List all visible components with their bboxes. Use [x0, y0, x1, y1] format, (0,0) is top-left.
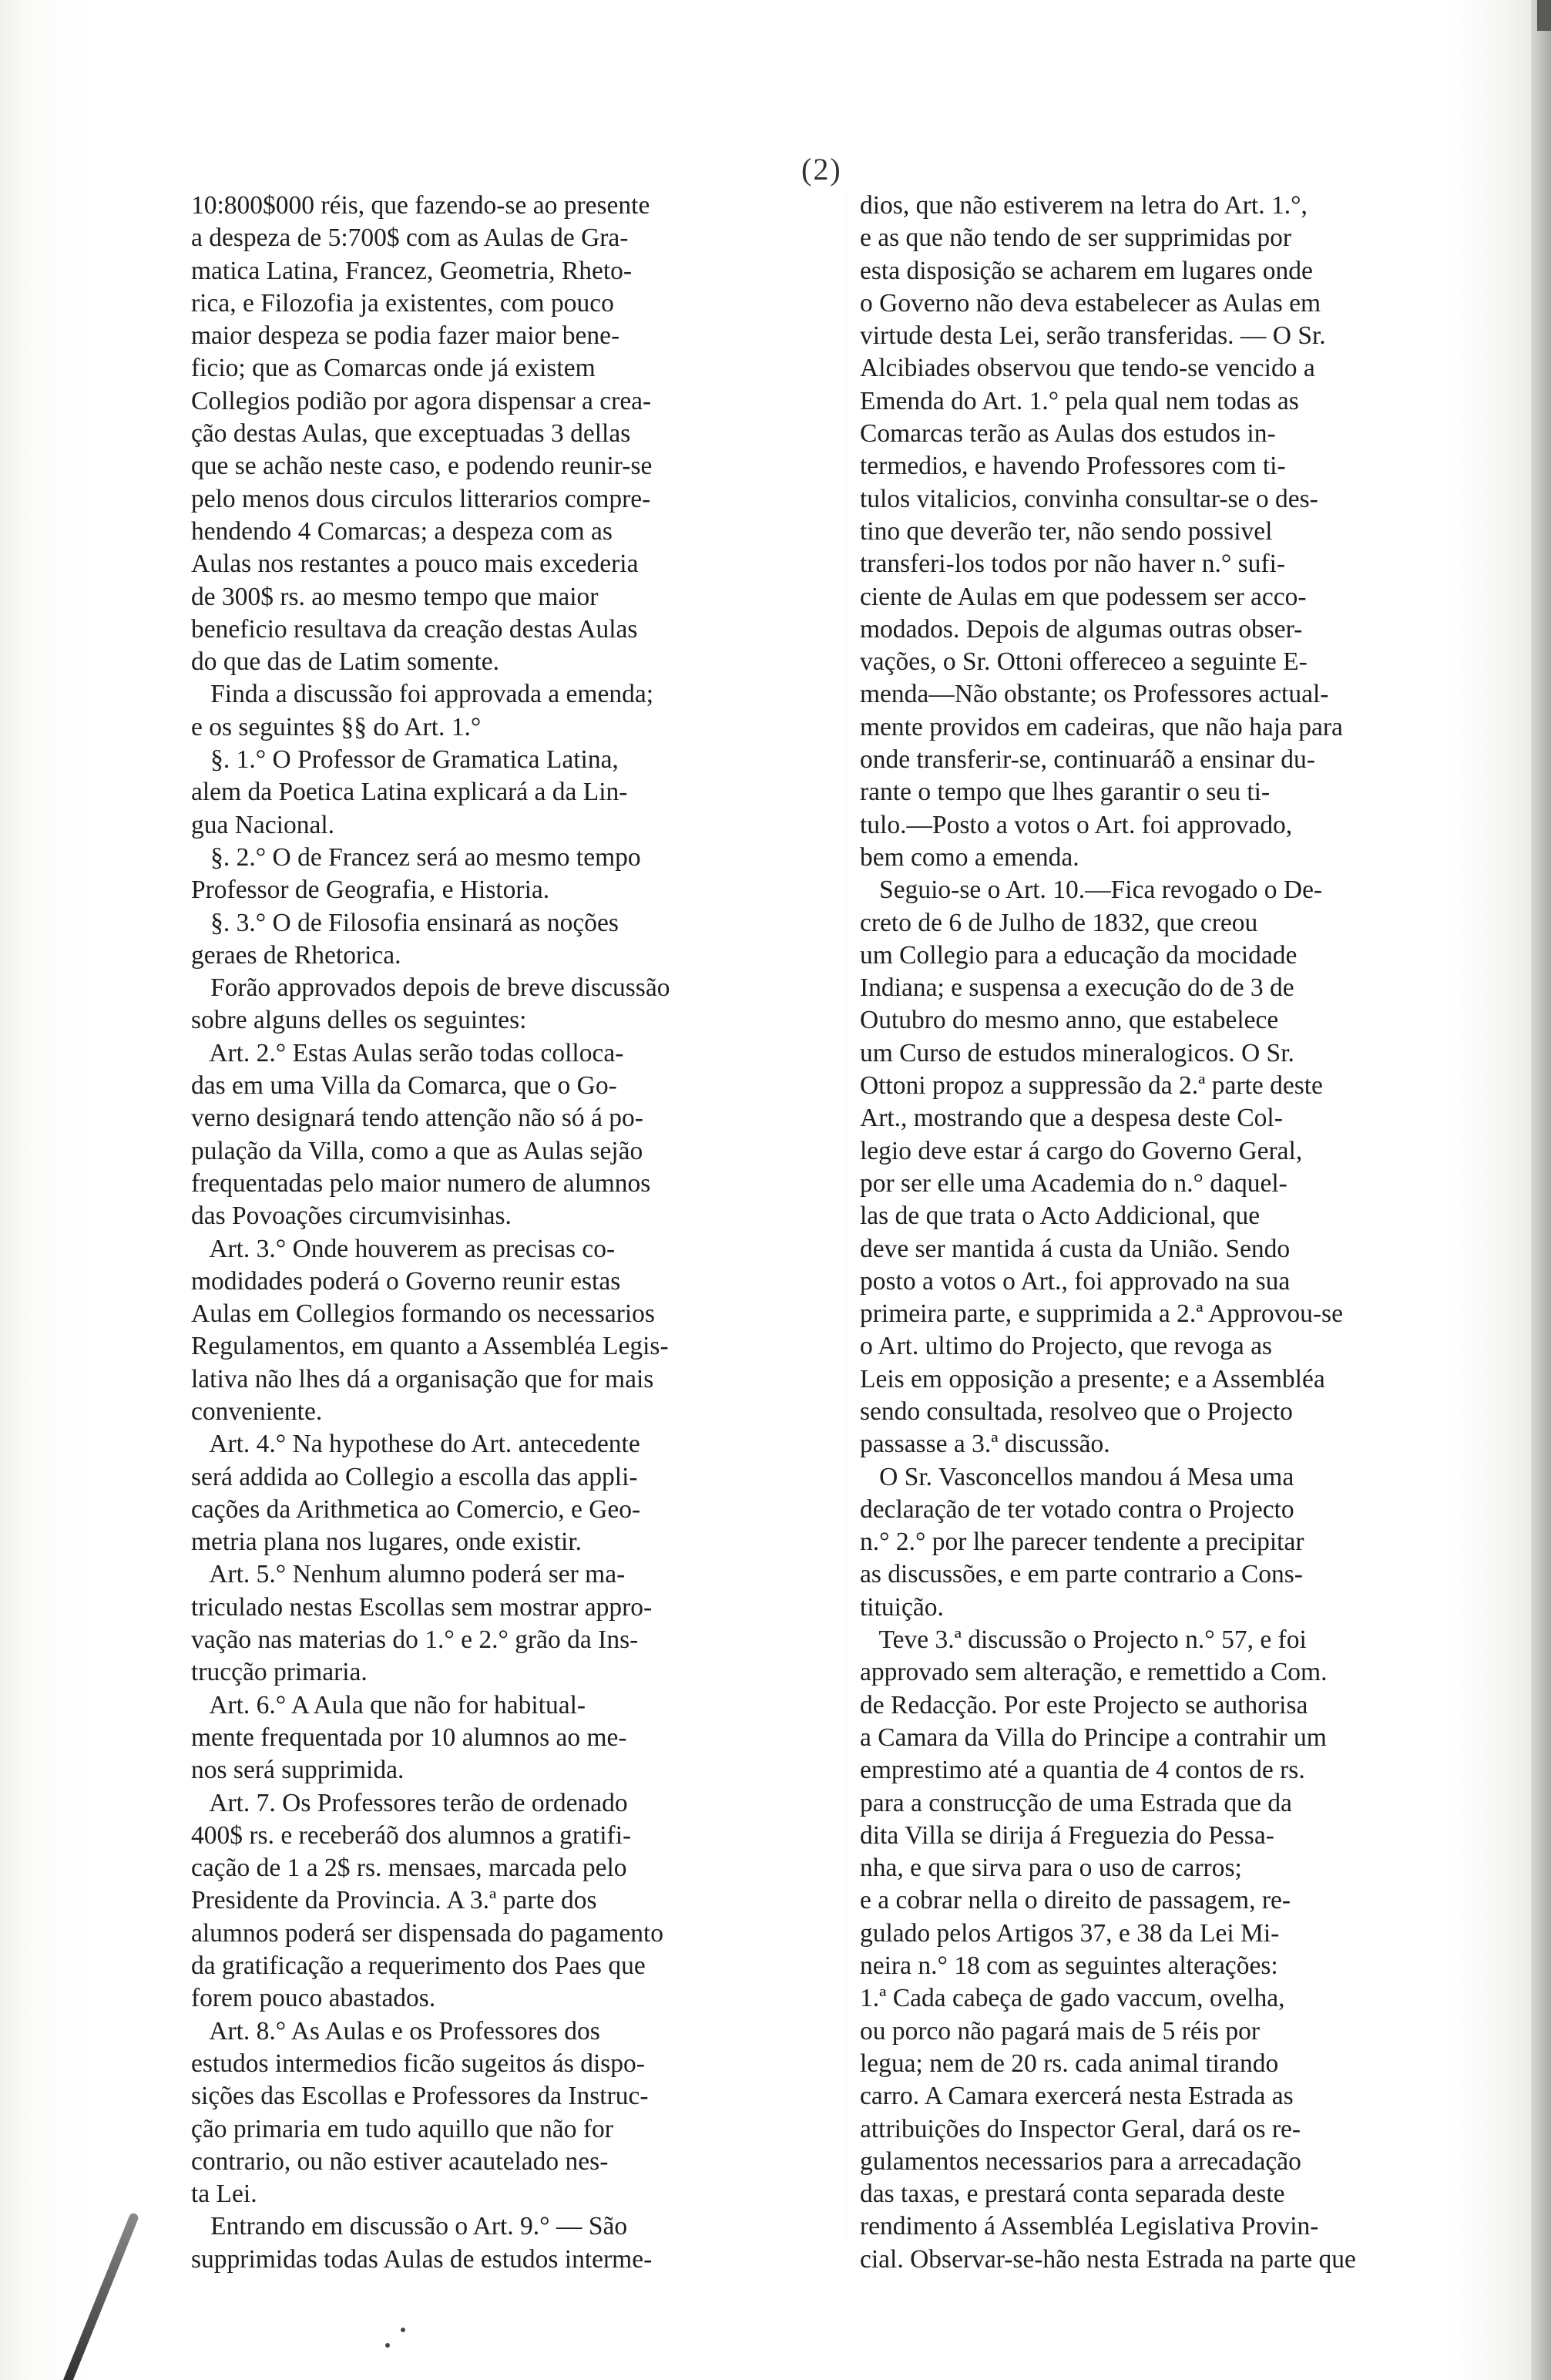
text-line: Aulas nos restantes a pouco mais excederia — [191, 550, 639, 579]
text-line: vações, o Sr. Ottoni offereceo a seguinte E- — [860, 647, 1308, 677]
text-line: supprimidas todas Aulas de estudos interme- — [191, 2244, 653, 2274]
text-line: §. 2.° O de Francez será ao mesmo tempo — [191, 842, 641, 872]
text-line: Indiana; e suspensa a execução do de 3 de — [860, 973, 1294, 1003]
text-line: bem como a emenda. — [860, 842, 1079, 872]
text-line: Art. 3.° Onde houverem as precisas co- — [191, 1234, 616, 1263]
text-line: Comarcas terão as Aulas dos estudos in- — [860, 419, 1276, 449]
text-line: Art. 2.° Estas Aulas serão todas colloca- — [191, 1038, 624, 1067]
text-line: termedios, e havendo Professores com ti- — [860, 452, 1286, 481]
text-line: Seguio-se o Art. 10.—Fica revogado o De- — [860, 876, 1323, 905]
text-line: ciente de Aulas em que podessem ser acco- — [860, 582, 1307, 611]
text-line: a Camara da Villa do Principe a contrahir um — [860, 1723, 1327, 1752]
text-line: ção primaria em tudo aquillo que não for — [191, 2114, 613, 2143]
text-line: Finda a discussão foi approvada a emenda; — [191, 680, 654, 709]
text-line: O Sr. Vasconcellos mandou á Mesa uma — [860, 1462, 1294, 1491]
page-edge — [1531, 0, 1551, 2380]
text-line: sobre alguns delles os seguintes: — [191, 1006, 527, 1035]
text-line: cial. Observar-se-hão nesta Estrada na parte que — [860, 2244, 1356, 2274]
text-line: passasse a 3.ª discussão. — [860, 1430, 1110, 1459]
text-line: cação de 1 a 2$ rs. mensaes, marcada pelo — [191, 1854, 627, 1883]
text-line: sições das Escollas e Professores da Instruc- — [191, 2082, 649, 2111]
text-line: gua Nacional. — [191, 810, 335, 839]
text-line: o Governo não deva estabelecer as Aulas em — [860, 288, 1321, 318]
text-line: do que das de Latim somente. — [191, 647, 500, 677]
text-line: deve ser mantida á custa da União. Sendo — [860, 1234, 1291, 1263]
text-line: Leis em opposição a presente; e a Assembléa — [860, 1364, 1325, 1393]
text-line: estudos intermedios ficão sugeitos ás dispo- — [191, 2049, 645, 2078]
text-line: Forão approvados depois de breve discussão — [191, 973, 670, 1003]
text-line: as discussões, e em parte contrario a Cons- — [860, 1560, 1303, 1589]
text-line: legio deve estar á cargo do Governo Geral, — [860, 1136, 1303, 1165]
text-line: approvado sem alteração, e remettido a Com. — [860, 1658, 1328, 1687]
text-line: nos será supprimida. — [191, 1756, 405, 1785]
text-line: dios, que não estiverem na letra do Art. 1.°, — [860, 191, 1308, 220]
text-line: declaração de ter votado contra o Projecto — [860, 1494, 1294, 1524]
text-line: alumnos poderá ser dispensada do pagamento — [191, 1918, 664, 1948]
ink-dot — [385, 2343, 390, 2348]
text-line: Entrando em discussão o Art. 9.° — São — [191, 2212, 628, 2241]
text-line: legua; nem de 20 rs. cada animal tirando — [860, 2049, 1279, 2078]
text-line: gulado pelos Artigos 37, e 38 da Lei Mi- — [860, 1918, 1280, 1948]
text-line: 400$ rs. e receberáõ dos alumnos a gratifi- — [191, 1820, 632, 1850]
text-line: da gratificação a requerimento dos Paes que — [191, 1951, 646, 1981]
text-line: será addida ao Collegio a escolla das appli- — [191, 1462, 638, 1491]
text-line: tino que deverão ter, não sendo possivel — [860, 516, 1273, 546]
left-column — [191, 190, 829, 2276]
text-line: triculado nestas Escollas sem mostrar appro- — [191, 1592, 653, 1622]
text-line: tituição. — [860, 1592, 944, 1622]
text-line: trucção primaria. — [191, 1658, 368, 1687]
text-line: menda—Não obstante; os Professores actual- — [860, 680, 1329, 709]
text-line: Art. 6.° A Aula que não for habitual- — [191, 1690, 586, 1719]
text-line: metria plana nos lugares, onde existir. — [191, 1528, 582, 1557]
text-line: Art. 4.° Na hypothese do Art. antecedente — [191, 1430, 640, 1459]
text-line: esta disposição se acharem em lugares onde — [860, 256, 1313, 285]
text-line: las de que trata o Acto Addicional, que — [860, 1202, 1261, 1231]
pen-stroke-mark — [62, 2212, 139, 2380]
right-column — [860, 190, 1498, 2276]
text-line: Presidente da Provincia. A 3.ª parte dos — [191, 1886, 597, 1915]
text-line: e a cobrar nella o direito de passagem, re- — [860, 1886, 1291, 1915]
text-line: Art. 8.° As Aulas e os Professores dos — [191, 2016, 600, 2046]
text-line: emprestimo até a quantia de 4 contos de rs. — [860, 1756, 1305, 1785]
text-line: Regulamentos, em quanto a Assembléa Legis- — [191, 1332, 669, 1361]
text-line: lativa não lhes dá a organisação que for mais — [191, 1364, 654, 1393]
text-line: rante o tempo que lhes garantir o seu ti- — [860, 778, 1271, 807]
text-line: modidades poderá o Governo reunir estas — [191, 1266, 621, 1296]
text-line: alem da Poetica Latina explicará a da Lin- — [191, 778, 628, 807]
text-line: Art. 7. Os Professores terão de ordenado — [191, 1788, 628, 1817]
text-line: e os seguintes §§ do Art. 1.° — [191, 712, 482, 741]
text-line: um Collegio para a educação da mocidade — [860, 940, 1298, 970]
text-line: vação nas materias do 1.° e 2.° grão da Ins- — [191, 1625, 639, 1655]
text-line: beneficio resultava da creação destas Aulas — [191, 614, 638, 644]
text-line: a despeza de 5:700$ com as Aulas de Gra- — [191, 224, 629, 253]
ink-dot — [401, 2328, 405, 2332]
text-line: Ottoni propoz a suppressão da 2.ª parte deste — [860, 1071, 1323, 1101]
text-line: Art. 5.° Nenhum alumno poderá ser ma- — [191, 1560, 626, 1589]
text-line: tulo.—Posto a votos o Art. foi approvado, — [860, 810, 1293, 839]
page-number: (2) — [801, 152, 842, 187]
text-line: mente providos em cadeiras, que não haja para — [860, 712, 1343, 741]
text-line: ou porco não pagará mais de 5 réis por — [860, 2016, 1261, 2046]
text-line: cações da Arithmetica ao Comercio, e Geo- — [191, 1494, 641, 1524]
text-line: §. 3.° O de Filosofia ensinará as noções — [191, 908, 619, 937]
corner-mark — [1537, 0, 1551, 31]
text-line: ta Lei. — [191, 2180, 257, 2209]
text-line: nha, e que sirva para o uso de carros; — [860, 1854, 1242, 1883]
text-line: um Curso de estudos mineralogicos. O Sr. — [860, 1038, 1294, 1067]
text-line: attribuições do Inspector Geral, dará os re- — [860, 2114, 1301, 2143]
text-line: de 300$ rs. ao mesmo tempo que maior — [191, 582, 599, 611]
text-line: neira n.° 18 com as seguintes alterações: — [860, 1951, 1278, 1981]
text-line: matica Latina, Francez, Geometria, Rheto- — [191, 256, 633, 285]
text-line: mente frequentada por 10 alumnos ao me- — [191, 1723, 627, 1752]
text-line: Alcibiades observou que tendo-se vencido a — [860, 354, 1315, 383]
text-line: ficio; que as Comarcas onde já existem — [191, 354, 596, 383]
text-line: o Art. ultimo do Projecto, que revoga as — [860, 1332, 1272, 1361]
text-line: sendo consultada, resolveo que o Projecto — [860, 1397, 1293, 1426]
text-line: das em uma Villa da Comarca, que o Go- — [191, 1071, 617, 1101]
text-line: maior despeza se podia fazer maior bene- — [191, 321, 620, 351]
text-line: n.° 2.° por lhe parecer tendente a precipitar — [860, 1528, 1304, 1557]
text-line: geraes de Rhetorica. — [191, 940, 401, 970]
text-line: que se achão neste caso, e podendo reunir-se — [191, 452, 653, 481]
text-line: Outubro do mesmo anno, que estabelece — [860, 1006, 1279, 1035]
text-line: dita Villa se dirija á Freguezia do Pessa- — [860, 1820, 1274, 1850]
text-line: virtude desta Lei, serão transferidas. — O Sr. — [860, 321, 1326, 351]
text-line: hendendo 4 Comarcas; a despeza com as — [191, 516, 613, 546]
text-line: por ser elle uma Academia do n.° daquel- — [860, 1168, 1287, 1198]
text-line: gulamentos necessarios para a arrecadação — [860, 2146, 1301, 2176]
text-line: tulos vitalicios, convinha consultar-se o des- — [860, 484, 1318, 513]
text-line: modados. Depois de algumas outras obser- — [860, 614, 1303, 644]
text-line: Collegios podião por agora dispensar a crea- — [191, 386, 652, 415]
text-line: frequentadas pelo maior numero de alumnos — [191, 1168, 651, 1198]
text-line: das Povoações circumvisinhas. — [191, 1202, 512, 1231]
text-line: Teve 3.ª discussão o Projecto n.° 57, e foi — [860, 1625, 1307, 1655]
text-line: das taxas, e prestará conta separada deste — [860, 2180, 1285, 2209]
text-line: ção destas Aulas, que exceptuadas 3 dellas — [191, 419, 631, 449]
text-line: 10:800$000 réis, que fazendo-se ao presente — [191, 191, 650, 220]
text-line: carro. A Camara exercerá nesta Estrada as — [860, 2082, 1294, 2111]
text-line: §. 1.° O Professor de Gramatica Latina, — [191, 745, 619, 775]
text-line: transferi-los todos por não haver n.° sufi- — [860, 550, 1286, 579]
text-line: verno designará tendo attenção não só á po- — [191, 1104, 643, 1133]
text-line: contrario, ou não estiver acautelado nes- — [191, 2146, 609, 2176]
text-line: 1.ª Cada cabeça de gado vaccum, ovelha, — [860, 1984, 1285, 2013]
text-line: pelo menos dous circulos litterarios compre- — [191, 484, 651, 513]
text-line: rendimento á Assembléa Legislativa Provin- — [860, 2212, 1319, 2241]
text-line: pulação da Villa, como a que as Aulas sejão — [191, 1136, 643, 1165]
text-line: creto de 6 de Julho de 1832, que creou — [860, 908, 1258, 937]
text-line: Aulas em Collegios formando os necessarios — [191, 1299, 655, 1329]
text-line: conveniente. — [191, 1397, 323, 1426]
text-line: primeira parte, e supprimida a 2.ª Approvou-se — [860, 1299, 1343, 1329]
text-line: para a construcção de uma Estrada que da — [860, 1788, 1292, 1817]
text-line: rica, e Filozofia ja existentes, com pouco — [191, 288, 614, 318]
text-line: Emenda do Art. 1.° pela qual nem todas as — [860, 386, 1299, 415]
column-gutter — [846, 193, 847, 2243]
text-line: de Redacção. Por este Projecto se authorisa — [860, 1690, 1308, 1719]
text-line: onde transferir-se, continuaráõ a ensinar du- — [860, 745, 1315, 775]
text-line: e as que não tendo de ser supprimidas por — [860, 224, 1292, 253]
text-line: forem pouco abastados. — [191, 1984, 436, 2013]
text-line: posto a votos o Art., foi approvado na sua — [860, 1266, 1291, 1296]
text-line: Art., mostrando que a despesa deste Col- — [860, 1104, 1283, 1133]
text-line: Professor de Geografia, e Historia. — [191, 876, 550, 905]
